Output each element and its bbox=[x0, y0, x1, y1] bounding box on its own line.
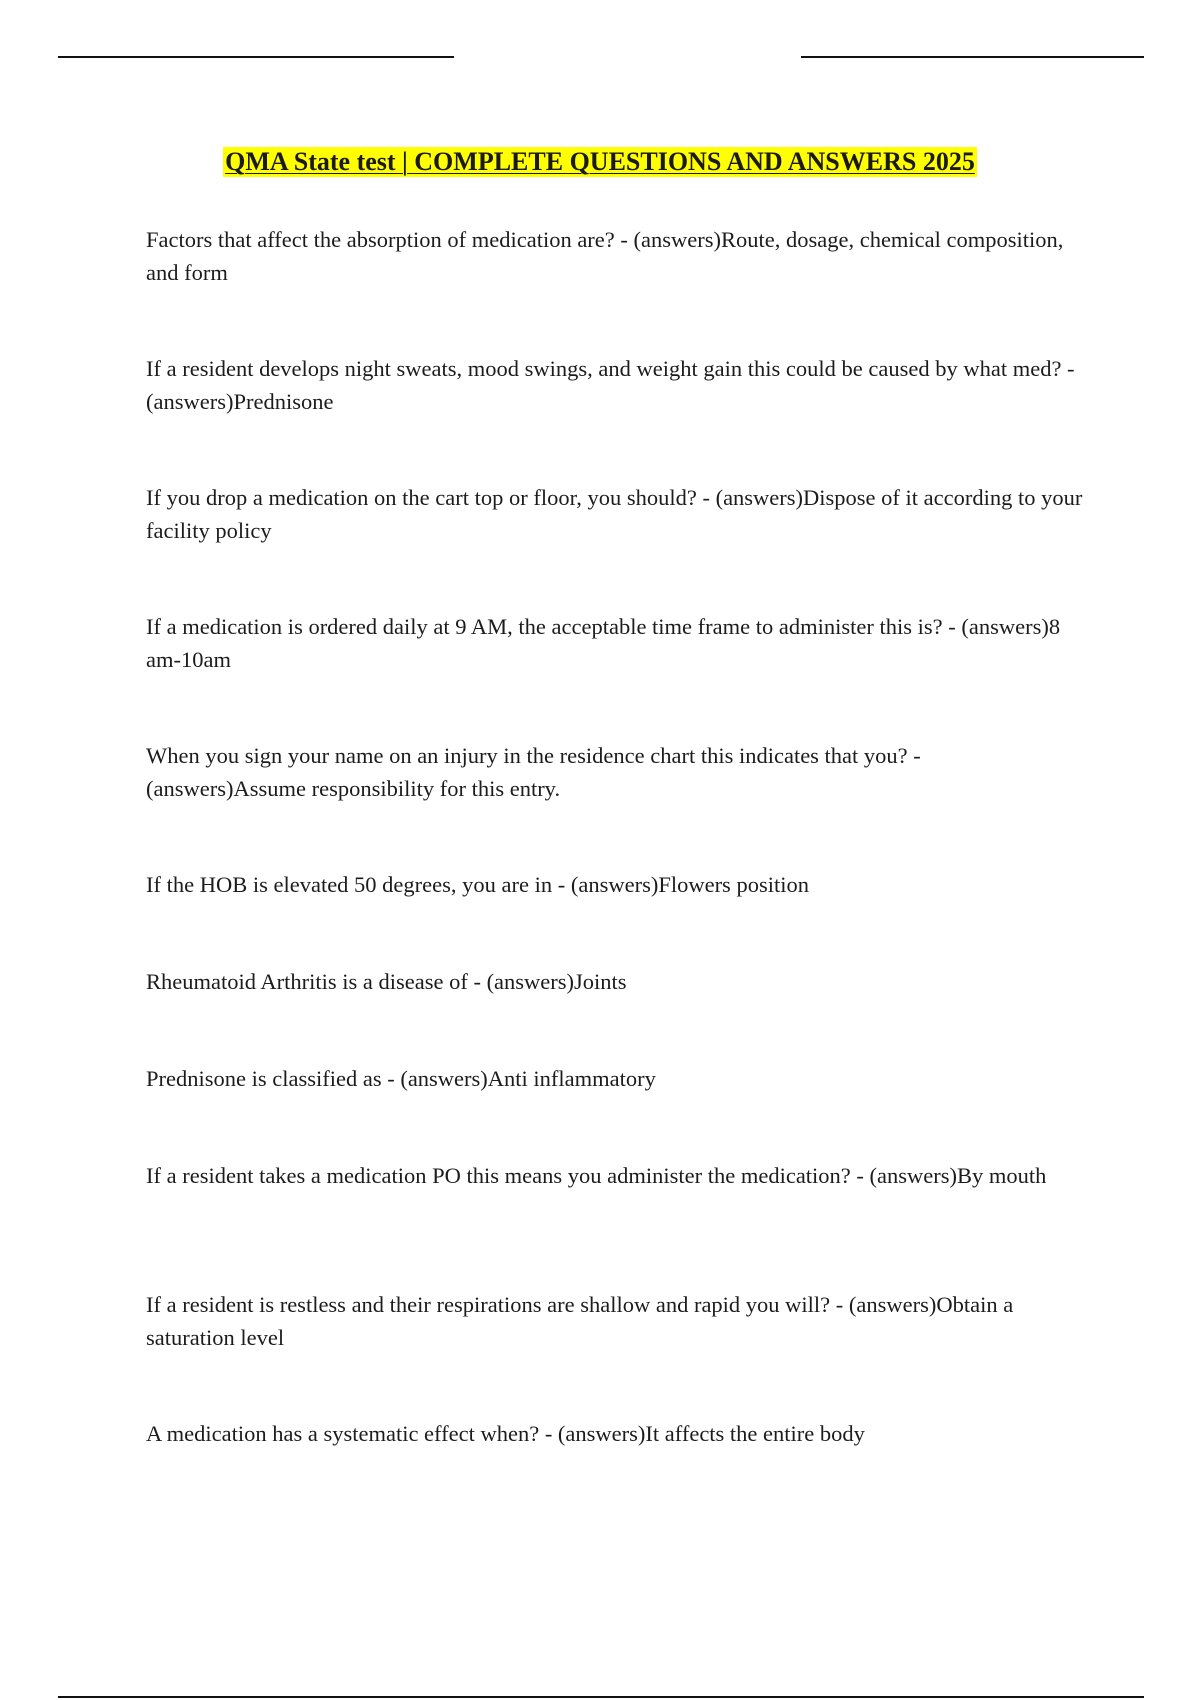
qa-item: If the HOB is elevated 50 degrees, you are in - (answers)Flowers position bbox=[146, 872, 809, 897]
qa-item: Factors that affect the absorption of medication are? - (answers)Route, dosage, chemical composition, and form bbox=[146, 227, 1064, 285]
qa-item: If a resident takes a medication PO this means you administer the medication? - (answers)By mouth bbox=[146, 1163, 1047, 1188]
qa-item: Rheumatoid Arthritis is a disease of - (answers)Joints bbox=[146, 969, 627, 994]
qa-item: If you drop a medication on the cart top or floor, you should? - (answers)Dispose of it according to your facility policy bbox=[146, 485, 1083, 543]
qa-item: If a resident is restless and their respirations are shallow and rapid you will? - (answers)Obtain a saturation level bbox=[146, 1292, 1014, 1350]
qa-item: A medication has a systematic effect when? - (answers)It affects the entire body bbox=[146, 1421, 865, 1446]
qa-item: Prednisone is classified as - (answers)Anti inflammatory bbox=[146, 1066, 656, 1091]
header-rule-left bbox=[58, 56, 454, 58]
qa-item: When you sign your name on an injury in the residence chart this indicates that you? - (answers)Assume responsibility for this entry. bbox=[146, 743, 921, 801]
document-title: QMA State test | COMPLETE QUESTIONS AND ANSWERS 2025 bbox=[225, 147, 975, 176]
header-rule-right bbox=[801, 56, 1144, 58]
qa-item: If a resident develops night sweats, mood swings, and weight gain this could be caused by what med? - (answers)Prednisone bbox=[146, 356, 1075, 414]
qa-item: If a medication is ordered daily at 9 AM, the acceptable time frame to administer this is? - (answers)8 am-10am bbox=[146, 614, 1061, 672]
title-container bbox=[0, 147, 1200, 177]
footer-rule bbox=[58, 1696, 1144, 1698]
